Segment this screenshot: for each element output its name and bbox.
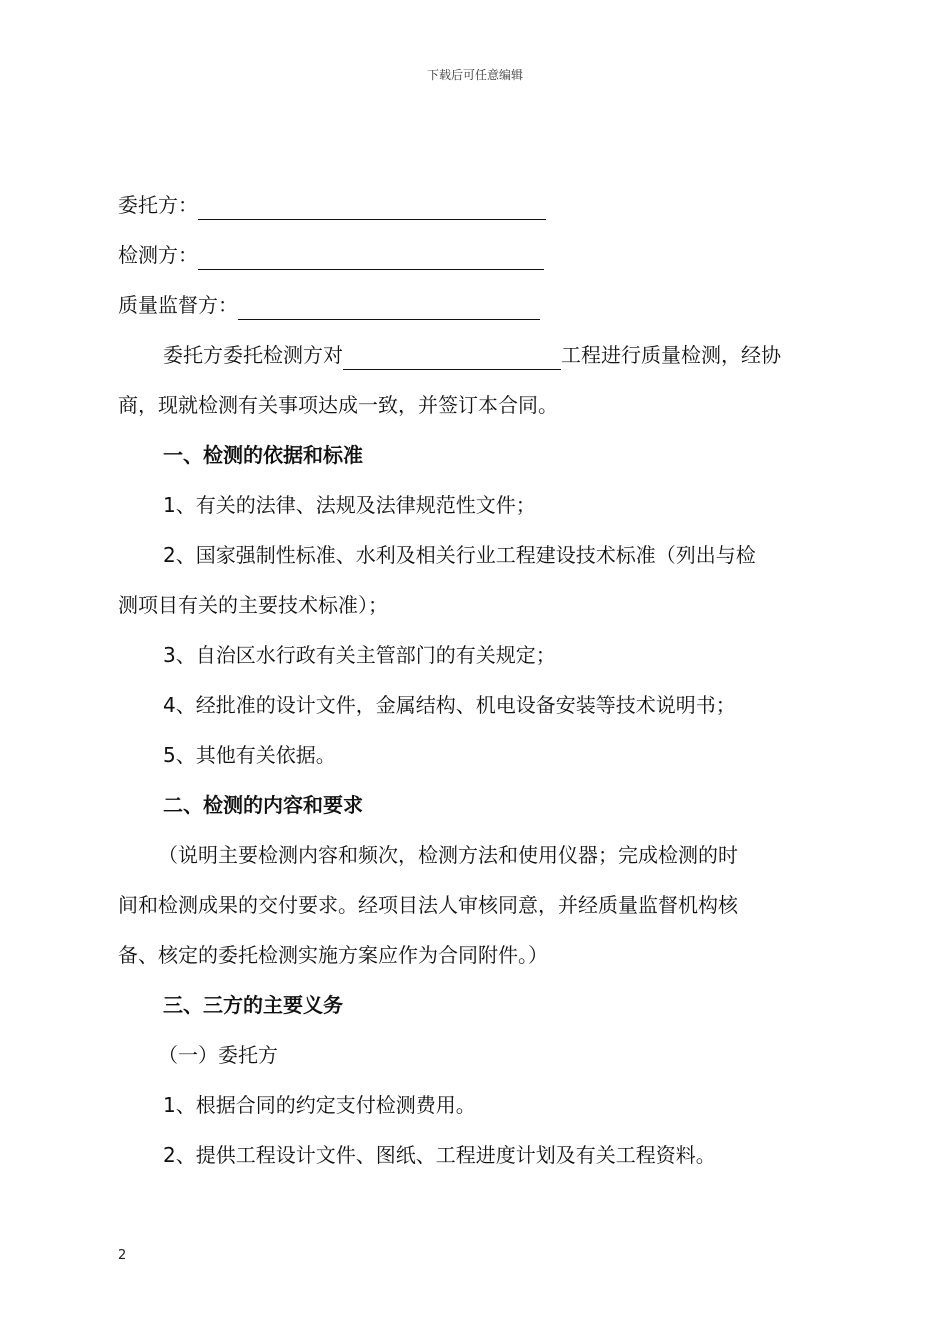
intro-text-1: 委托方委托检测方对 — [163, 343, 343, 367]
section1-item3: 3、自治区水行政有关主管部门的有关规定； — [163, 643, 556, 667]
section1-item4: 4、经批准的设计文件，金属结构、机电设备安装等技术说明书； — [163, 693, 736, 717]
intro-line-1 — [118, 337, 832, 387]
supervisor-blank[interactable] — [238, 293, 540, 320]
section1-title: 一、检测的依据和标准 — [163, 443, 363, 467]
section2-note-line3: 备、核定的委托检测实施方案应作为合同附件。） — [118, 943, 548, 967]
tester-blank[interactable] — [198, 243, 544, 270]
intro-text-2: 工程进行质量检测，经协 — [561, 343, 781, 367]
section1-item2-line1: 2、国家强制性标准、水利及相关行业工程建设技术标准（列出与检 — [163, 543, 756, 567]
page-number: 2 — [118, 1248, 127, 1263]
client-blank[interactable] — [198, 193, 546, 220]
section1-item5: 5、其他有关依据。 — [163, 743, 336, 767]
section1-item1: 1、有关的法律、法规及法律规范性文件； — [163, 493, 536, 517]
section2-title: 二、检测的内容和要求 — [163, 793, 363, 817]
client-label: 委托方： — [118, 193, 198, 217]
client-line — [118, 187, 832, 237]
section3-subtitle: （一）委托方 — [158, 1043, 278, 1067]
supervisor-line — [118, 287, 832, 337]
section3-title: 三、三方的主要义务 — [163, 993, 343, 1017]
intro-line-2: 商，现就检测有关事项达成一致，并签订本合同。 — [118, 393, 558, 417]
tester-line — [118, 237, 832, 287]
tester-label: 检测方： — [118, 243, 198, 267]
section2-note-line2: 间和检测成果的交付要求。经项目法人审核同意，并经质量监督机构核 — [118, 893, 738, 917]
section3-item2: 2、提供工程设计文件、图纸、工程进度计划及有关工程资料。 — [163, 1143, 716, 1167]
section2-note-line1: （说明主要检测内容和频次，检测方法和使用仪器；完成检测的时 — [158, 843, 738, 867]
contract-body — [118, 187, 832, 1187]
page-header: 下载后可任意编辑 — [426, 68, 523, 82]
section1-item2-line2: 测项目有关的主要技术标准）； — [118, 593, 388, 617]
section3-item1: 1、根据合同的约定支付检测费用。 — [163, 1093, 476, 1117]
project-name-blank[interactable] — [343, 343, 561, 370]
supervisor-label: 质量监督方： — [118, 293, 238, 317]
